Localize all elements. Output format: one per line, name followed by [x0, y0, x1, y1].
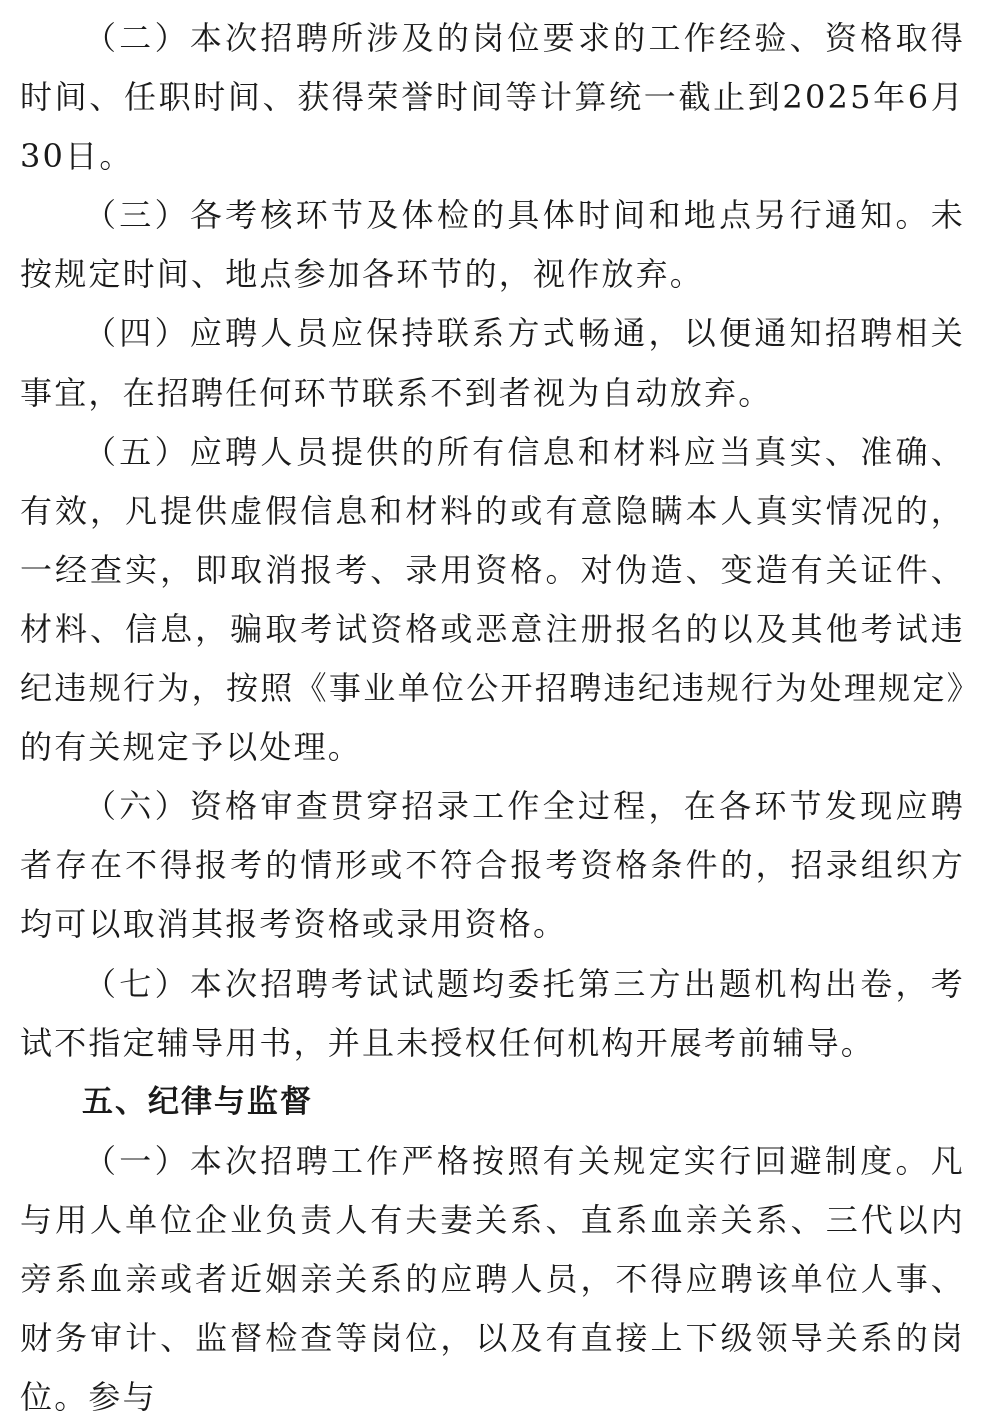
paragraph-7: （七）本次招聘考试试题均委托第三方出题机构出卷，考试不指定辅导用书，并且未授权任何机构开展考前辅导。	[20, 964, 965, 1062]
paragraph-6: （六）资格审查贯穿招录工作全过程，在各环节发现应聘者存在不得报考的情形或不符合报考资格条件的，招录组织方均可以取消其报考资格或录用资格。	[20, 787, 965, 944]
paragraph-3: （三）各考核环节及体检的具体时间和地点另行通知。未按规定时间、地点参加各环节的，视作放弃。	[20, 196, 965, 294]
document-page	[20, 0, 965, 1417]
paragraph-2: （二）本次招聘所涉及的岗位要求的工作经验、资格取得时间、任职时间、获得荣誉时间等计算统一截止到2025年6月30日。	[20, 19, 965, 176]
paragraph-5: （五）应聘人员提供的所有信息和材料应当真实、准确、有效，凡提供虚假信息和材料的或有意隐瞒本人真实情况的，一经查实，即取消报考、录用资格。对伪造、变造有关证件、材料、信息，骗取考试资格或恶意注册报名的以及其他考试违纪违规行为，按照《事业单位公开招聘违纪违规行为处理规定》的有关规定予以处理。	[20, 432, 965, 767]
section-5-paragraph-1: （一）本次招聘工作严格按照有关规定实行回避制度。凡与用人单位企业负责人有夫妻关系、直系血亲关系、三代以内旁系血亲或者近姻亲关系的应聘人员，不得应聘该单位人事、财务审计、监督检查等岗位，以及有直接上下级领导关系的岗位。参与	[20, 1141, 965, 1417]
section-heading: 五、纪律与监督	[82, 1083, 313, 1120]
paragraph-4: （四）应聘人员应保持联系方式畅通，以便通知招聘相关事宜，在招聘任何环节联系不到者视为自动放弃。	[20, 314, 965, 412]
